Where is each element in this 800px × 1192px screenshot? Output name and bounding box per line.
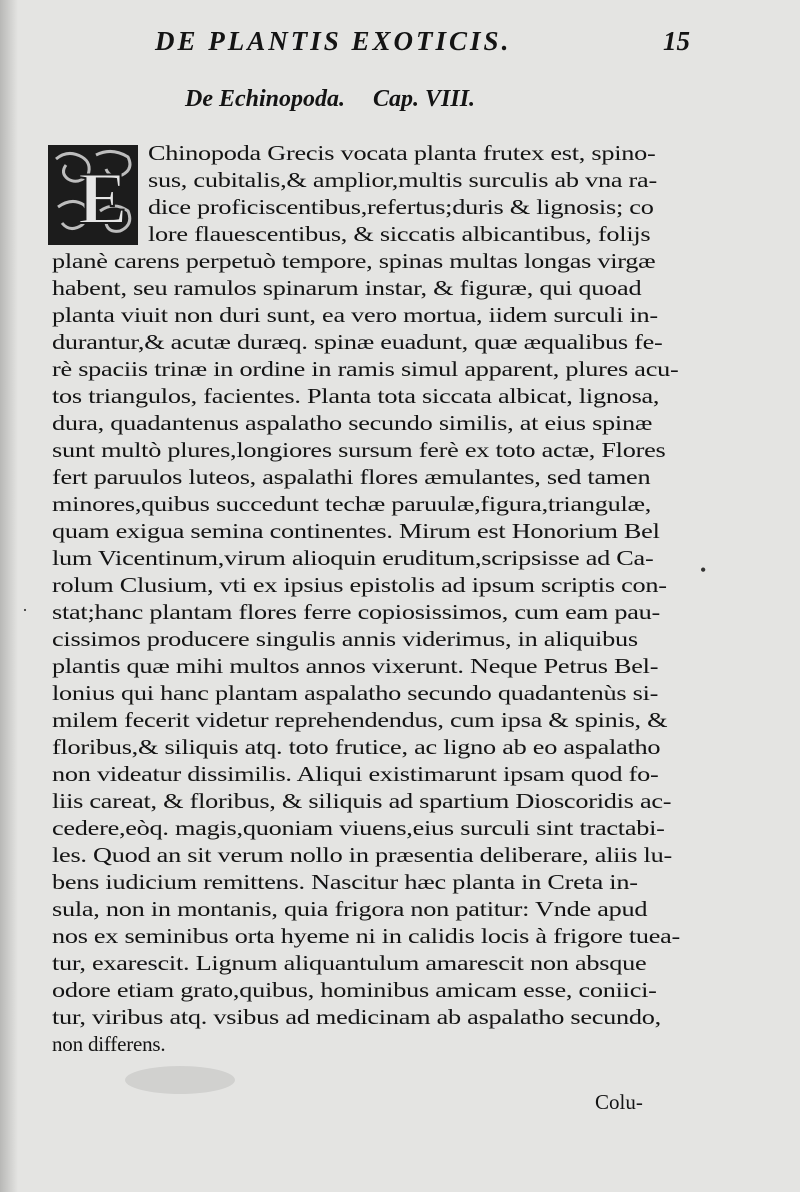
text-line: cedere,eòq. magis,quoniam viuens,eius surculi sint tractabi- [52, 816, 665, 840]
show-through-smudge [120, 1060, 240, 1100]
text-line: sula, non in montanis, quia frigora non patitur: Vnde apud [52, 897, 648, 921]
text-line: quam exigua semina continentes. Mirum est Honorium Bel [52, 519, 660, 543]
text-line: bens iudicium remittens. Nascitur hæc planta in Creta in- [52, 870, 638, 894]
text-line: non differens. [52, 1032, 166, 1056]
text-line: plantis quæ mihi multos annos vixerunt. Neque Petrus Bel- [52, 654, 659, 678]
margin-speck: · [22, 600, 28, 620]
text-line: planè carens perpetuò tempore, spinas multas longas virgæ [52, 249, 656, 273]
margin-speck: • [700, 560, 707, 580]
text-line: tur, viribus atq. vsibus ad medicinam ab aspalatho secundo, [52, 1005, 661, 1029]
text-line: planta viuit non duri sunt, ea vero mortua, iidem surculi in- [52, 303, 658, 327]
catchword: Colu- [595, 1090, 643, 1114]
page-header [150, 26, 690, 62]
text-line: stat;hanc plantam flores ferre copiosissimos, cum eam pau- [52, 600, 661, 624]
text-line: lonius qui hanc plantam aspalatho secundo quadantenùs si- [52, 681, 659, 705]
text-line: rè spaciis trinæ in ordine in ramis simul apparent, plures acu- [52, 357, 679, 381]
text-line: odore etiam grato,quibus, hominibus amicam esse, coniici- [52, 978, 657, 1002]
text-line: cissimos producere singulis annis viderimus, in aliquibus [52, 627, 638, 651]
decorated-initial-e [48, 145, 138, 245]
text-line: milem fecerit videtur reprehendendus, cum ipsa & spinis, & [52, 708, 668, 732]
text-line: liis careat, & floribus, & siliquis ad spartium Dioscoridis ac- [52, 789, 672, 813]
text-line: minores,quibus succedunt techæ paruulæ,figura,triangulæ, [52, 492, 652, 516]
text-line: dura, quadantenus aspalatho secundo similis, at eius spinæ [52, 411, 653, 435]
page-number: 15 [663, 26, 690, 56]
text-line: les. Quod an sit verum nollo in præsentia deliberare, aliis lu- [52, 843, 672, 867]
text-line: lore flauescentibus, & siccatis albicantibus, folijs [148, 222, 651, 246]
text-line: dice proficiscentibus,refertus;duris & lignosis; co [148, 195, 654, 219]
text-line: nos ex seminibus orta hyeme ni in calidis locis à frigore tuea- [52, 924, 680, 948]
text-line: fert paruulos luteos, aspalathi flores æmulantes, sed tamen [52, 465, 651, 489]
text-line: non videatur dissimilis. Aliqui existimarunt ipsam quod fo- [52, 762, 659, 786]
chapter-title: De Echinopoda. [185, 86, 346, 112]
running-title: DE PLANTIS EXOTICIS. [155, 26, 512, 56]
text-line: lum Vicentinum,virum alioquin eruditum,scripsisse ad Ca- [52, 546, 654, 570]
text-line: rolum Clusium, vti ex ipsius epistolis ad ipsum scriptis con- [52, 573, 667, 597]
chapter-heading [185, 86, 475, 113]
initial-letter: E [78, 158, 128, 240]
text-line: floribus,& siliquis atq. toto frutice, ac ligno ab eo aspalatho [52, 735, 661, 759]
text-line: tur, exarescit. Lignum aliquantulum amarescit non absque [52, 951, 647, 975]
chapter-number: Cap. VIII. [373, 86, 476, 112]
text-line: habent, seu ramulos spinarum instar, & figuræ, qui quoad [52, 276, 642, 300]
text-line: sunt multò plures,longiores sursum ferè ex toto actæ, Flores [52, 438, 666, 462]
text-line: Chinopoda Grecis vocata planta frutex est, spino- [148, 141, 656, 165]
text-line: durantur,& acutæ duræq. spinæ euadunt, quæ æqualibus fe- [52, 330, 663, 354]
text-line: tos triangulos, facientes. Planta tota siccata albicat, lignosa, [52, 384, 660, 408]
text-line: sus, cubitalis,& amplior,multis surculis ab vna ra- [148, 168, 657, 192]
